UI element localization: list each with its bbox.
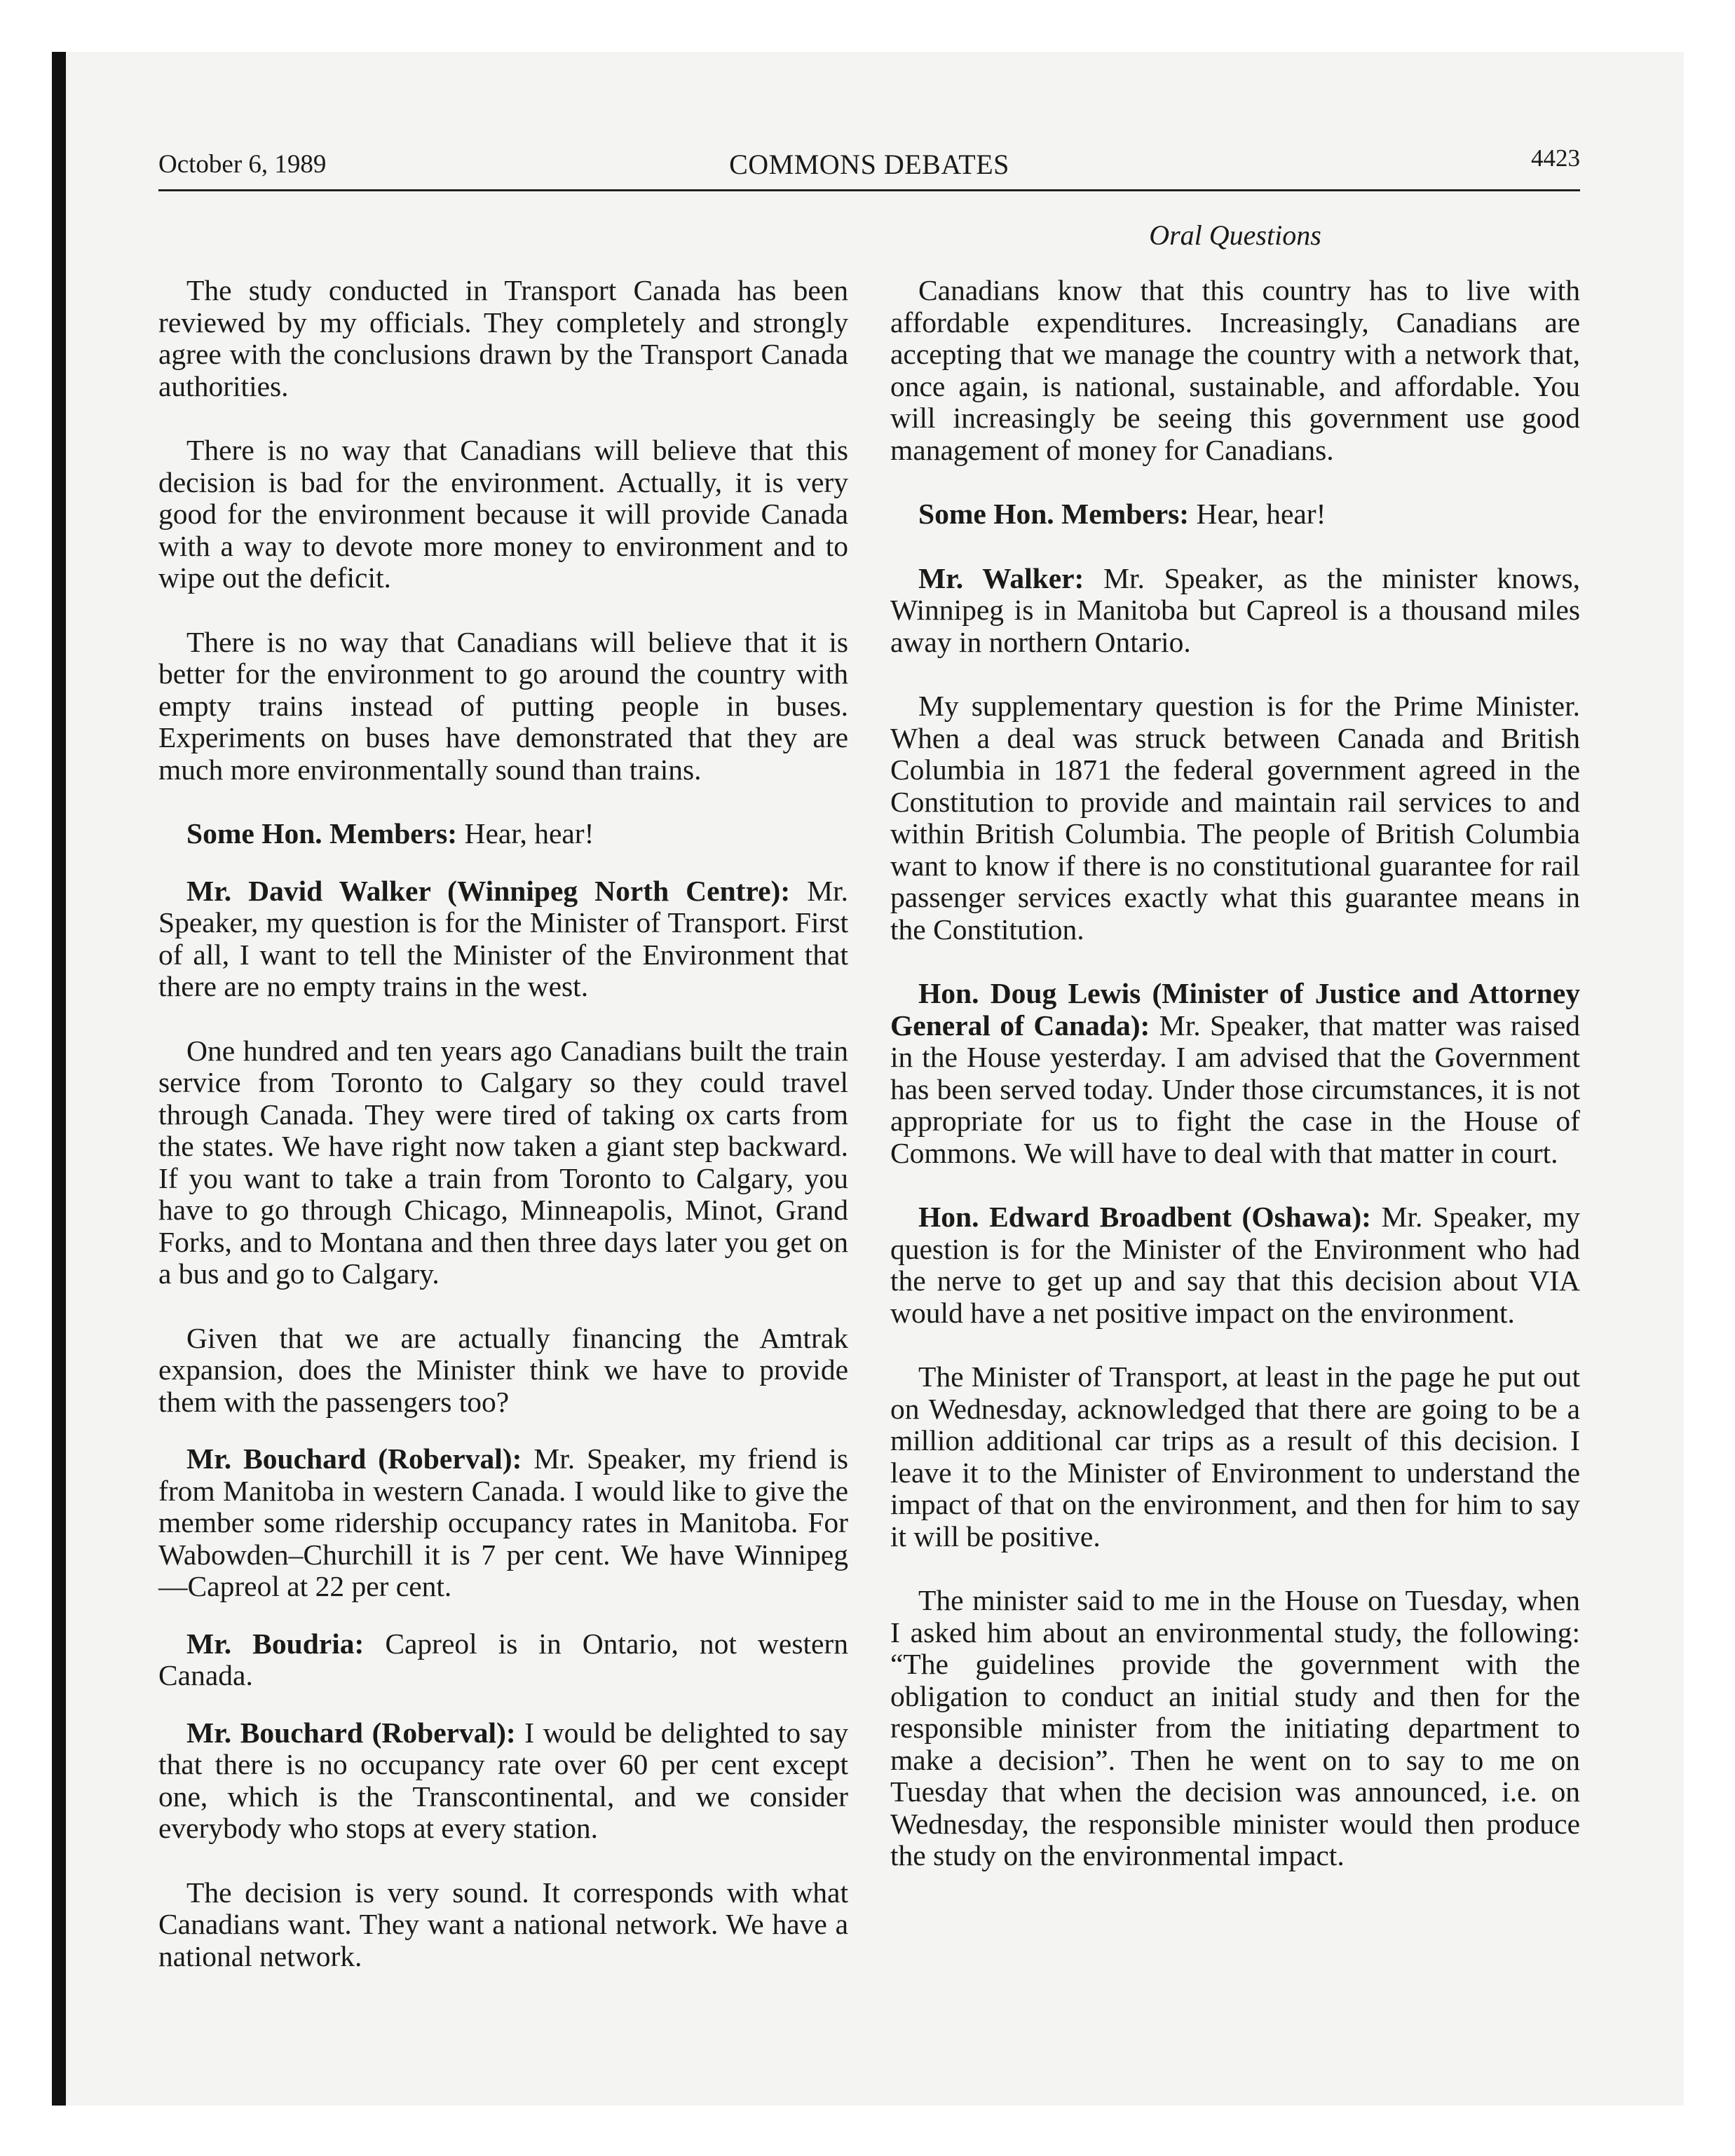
- paragraph: [158, 435, 848, 594]
- speaker: Mr. Boudria:: [186, 1627, 365, 1660]
- paragraph-text: The minister said to me in the House on Tuesday, when I asked him about an environmental study, the following: “The guidelines provide the government with the obligation to conduct an initial study and then for the responsible minister from the initiating department to make a decision”. Then he went on to say to me on Tuesday that when the decision was announced, i.e. on Wednesday, the responsible minister would then produce the study on the environmental impact.: [890, 1584, 1580, 1871]
- paragraph-text: The study conducted in Transport Canada has been reviewed by my officials. They completely and strongly agree with the conclusions drawn by the Transport Canada authorities.: [158, 274, 848, 402]
- paragraph: [890, 1201, 1580, 1329]
- paragraph-text: I would be delighted to say that there is no occupancy rate over 60 per cent except one, which is the Transcontinental, and we consider everybody who stops at every station.: [158, 1716, 848, 1844]
- speaker: Hon. Doug Lewis (Minister of Justice and Attorney General of Canada):: [890, 977, 1580, 1042]
- paragraph: [890, 1585, 1580, 1872]
- paragraph-text: Mr. Speaker, my question is for the Minister of the Environment who had the nerve to get up and say that this decision about VIA would have a net positive impact on the environment.: [890, 1201, 1580, 1329]
- paragraph: [158, 1717, 848, 1845]
- speaker: Some Hon. Members:: [918, 498, 1190, 530]
- paragraph: [158, 1443, 848, 1603]
- page-number: 4423: [1531, 144, 1580, 172]
- paragraph-text: One hundred and ten years ago Canadians built the train service from Toronto to Calgary so they could travel through Canada. They were tired of taking ox carts from the states. We have right now taken a giant step backward. If you want to take a train from Toronto to Calgary, you have to go through Chicago, Minneapolis, Minot, Grand Forks, and to Montana and then three days later you get on a bus and go to Calgary.: [158, 1034, 848, 1290]
- paragraph: [158, 875, 848, 1003]
- paragraph-text: Mr. Speaker, as the minister knows, Winnipeg is in Manitoba but Capreol is a thousand miles away in northern Ontario.: [890, 561, 1580, 658]
- paragraph: [158, 275, 848, 402]
- paragraph: [158, 1323, 848, 1419]
- paragraph-text: Given that we are actually financing the Amtrak expansion, does the Minister think we have to provide them with the passengers too?: [158, 1321, 848, 1418]
- paragraph-text: There is no way that Canadians will believe that it is better for the environment to go around the country with empty trains instead of putting people in buses. Experiments on buses have demonstrated that they are much more environmentally sound than trains.: [158, 625, 848, 786]
- paragraph: [890, 563, 1580, 659]
- speaker: Mr. Walker:: [918, 561, 1084, 594]
- paragraph-text: Mr. Speaker, that matter was raised in the House yesterday. I am advised that the Government has been served today. Under those circumstances, it is not appropriate for us to fight the case in the House of Commons. We will have to deal with that matter in court.: [890, 1009, 1580, 1169]
- paragraph: [890, 275, 1580, 466]
- paragraph: [158, 818, 848, 850]
- right-column: [890, 275, 1580, 1904]
- paragraph: [158, 627, 848, 786]
- paragraph-text: There is no way that Canadians will believe that this decision is bad for the environment. Actually, it is very good for the environment because it will provide Canada with a way to devote more money to environment and to wipe out the deficit.: [158, 434, 848, 594]
- paragraph-text: Canadians know that this country has to live with affordable expenditures. Increasingly, Canadians are accepting that we manage the country with a network that, once again, is national, sustainable, and affordable. You will increasingly be seeing this government use good management of money for Canadians.: [890, 274, 1580, 466]
- speaker: Hon. Edward Broadbent (Oshawa):: [918, 1201, 1372, 1233]
- speaker: Mr. David Walker (Winnipeg North Centre):: [186, 874, 791, 907]
- paragraph: [890, 1361, 1580, 1553]
- paragraph-text: My supplementary question is for the Prime Minister. When a deal was struck between Canada and British Columbia in 1871 the federal government agreed in the Constitution to provide and maintain rail services to and within British Columbia. The people of British Columbia want to know if there is no constitutional guarantee for rail passenger services exactly what this guarantee means in the Constitution.: [890, 690, 1580, 946]
- paragraph: [158, 1877, 848, 1973]
- paragraph-text: The Minister of Transport, at least in the page he put out on Wednesday, acknowledged that there are going to be a million additional car trips as a result of this decision. I leave it to the Minister of Environment to understand the impact of that on the environment, and then for him to say it will be positive.: [890, 1360, 1580, 1553]
- header-title: COMMONS DEBATES: [729, 149, 1009, 180]
- speaker: Some Hon. Members:: [186, 817, 458, 850]
- paragraph: [158, 1628, 848, 1692]
- paragraph-text: Mr. Speaker, my question is for the Minister of Transport. First of all, I want to tell the Minister of the Environment that there are no empty trains in the west.: [158, 874, 848, 1002]
- paragraph-text: Hear, hear!: [457, 817, 594, 850]
- paragraph: [890, 690, 1580, 946]
- paragraph-text: The decision is very sound. It corresponds with what Canadians want. They want a national network. We have a national network.: [158, 1876, 848, 1972]
- header-date: October 6, 1989: [158, 150, 327, 179]
- paragraph-text: Mr. Speaker, my friend is from Manitoba in western Canada. I would like to give the member some ridership occupancy rates in Manitoba. For Wabowden–Churchill it is 7 per cent. We have Winnipeg—Capreol at 22 per cent.: [158, 1442, 849, 1602]
- paragraph: [890, 978, 1580, 1169]
- paragraph: [890, 498, 1580, 531]
- page-header: [158, 140, 1580, 191]
- speaker: Mr. Bouchard (Roberval):: [186, 1716, 516, 1749]
- paragraph-text: Capreol is in Ontario, not western Canada.: [158, 1627, 848, 1691]
- speaker: Mr. Bouchard (Roberval):: [186, 1442, 522, 1475]
- paragraph: [158, 1035, 848, 1290]
- left-column: [158, 275, 848, 2005]
- paragraph-text: Hear, hear!: [1189, 498, 1326, 530]
- section-label: Oral Questions: [1149, 219, 1321, 251]
